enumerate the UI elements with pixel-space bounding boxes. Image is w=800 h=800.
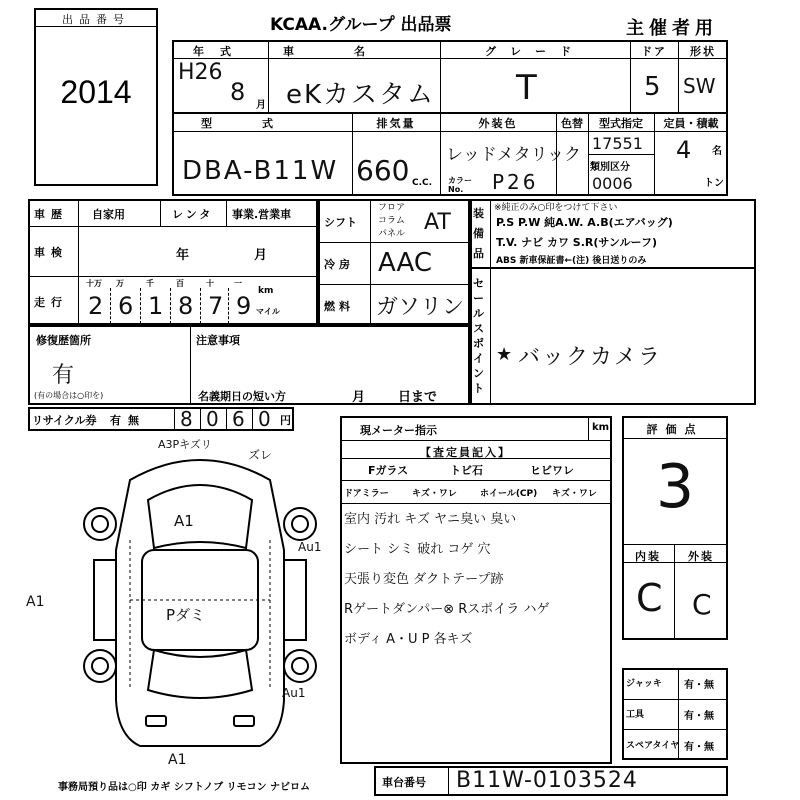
equipment-note: ※純正のみ○印をつけて下さい: [494, 203, 618, 213]
check-chip: トビ石: [450, 464, 483, 477]
sales-point-star: ★: [496, 344, 513, 365]
ac-value: AAC: [378, 248, 432, 278]
month-value: 8: [230, 78, 246, 106]
mileage-digit-label: 百: [176, 279, 184, 288]
inspection-label: 車検: [34, 246, 68, 259]
recycle-option-no: 無: [128, 414, 139, 427]
diagram-mark-bottom: A1: [168, 752, 187, 768]
mileage-digit-label: 万: [116, 279, 124, 288]
sales-point-text: バックカメラ: [518, 345, 663, 370]
recycle-amount-digit: 6: [232, 407, 245, 431]
body-label: 形状: [690, 45, 716, 58]
expiry-month-unit: 月: [352, 390, 366, 405]
sales-point-label: セールスポイント: [473, 277, 484, 395]
check-wheel: ホイール(CP): [480, 489, 538, 499]
diagram-mark-right-lower: Au1: [282, 686, 306, 700]
check-fglass: Fガラス: [368, 464, 409, 477]
keys-note: 事務局預り品は○印 カギ シフトノブ リモコン ナビロム: [58, 782, 311, 793]
shift-floor: フロア: [378, 203, 406, 213]
model-value: DBA-B11W: [182, 156, 339, 186]
mileage-digit: 7: [208, 292, 224, 320]
recycle-amount-digit: 8: [180, 407, 193, 431]
mileage-digit: 2: [88, 292, 104, 320]
category-label: 類別区分: [590, 162, 630, 173]
grade-value: T: [516, 68, 537, 108]
mileage-digit: 1: [148, 292, 164, 320]
month-unit: 月: [256, 100, 266, 111]
check-wheel-damage: キズ・ワレ: [552, 489, 597, 499]
mileage-unit-mile: マイル: [256, 307, 280, 316]
diagram-mark-interior: Pダミ: [166, 606, 206, 624]
meter-unit: km: [592, 422, 610, 433]
score-value: 3: [656, 452, 695, 522]
mileage-digit-label: 千: [146, 279, 154, 288]
mileage-label: 走行: [34, 296, 68, 309]
color-code-label: カラーNo.: [448, 176, 472, 194]
exterior-value: C: [692, 588, 712, 621]
capacity-value: 4: [676, 136, 692, 164]
diagram-mark-top: A3Pキズリ: [158, 438, 212, 451]
load-unit: トン: [704, 178, 724, 189]
cc-unit: C.C.: [412, 178, 433, 188]
chassis-label: 車台番号: [382, 776, 426, 789]
accessory-options: 有・無: [684, 742, 714, 753]
short-expiry-label: 名義期日の短い方: [198, 390, 286, 403]
mileage-digit: 8: [178, 292, 194, 320]
repair-label: 修復歴箇所: [36, 334, 91, 347]
ac-label: 冷房: [324, 258, 354, 271]
check-mirror: ドアミラー: [344, 489, 389, 499]
color-label: 外装色: [478, 117, 518, 130]
doors-label: ドア: [641, 45, 667, 58]
recycle-yen: 円: [280, 414, 291, 427]
type-designation-value: 17551: [592, 134, 643, 153]
accessory-label: 工具: [626, 710, 645, 720]
interior-label: 内装: [635, 550, 661, 563]
mileage-digit: 9: [236, 292, 252, 320]
color-change-label: 色替: [561, 117, 583, 130]
repair-value: 有: [52, 363, 75, 388]
shift-panel: パネル: [378, 229, 406, 239]
mileage-digit-label: 一: [234, 279, 242, 288]
diagram-mark-top-right: ズレ: [248, 448, 273, 462]
cc-value: 660: [356, 154, 410, 187]
category-value: 0006: [592, 174, 633, 193]
lot-label: 出品番号: [62, 13, 130, 26]
equipment-row-3: ABS 新車保証書←(注) 後日送りのみ: [496, 256, 647, 266]
history-option-private: 自家用: [92, 208, 125, 221]
equipment-row-1: P.S P.W 純A.W. A.B(エアバッグ): [496, 216, 673, 229]
sheet-title: KCAA.グループ 出品票: [270, 15, 452, 35]
score-label: 評価点: [646, 423, 704, 436]
history-label: 車歴: [34, 208, 68, 221]
history-option-rental: レンタ: [172, 208, 214, 221]
capacity-unit: 名: [712, 146, 722, 157]
name-label: 車名: [283, 45, 425, 58]
organizer-label: 主催者用: [626, 18, 718, 39]
shift-column: コラム: [378, 216, 405, 226]
equipment-label: 装備品: [473, 207, 484, 260]
shift-value: AT: [424, 210, 451, 235]
body-value: SW: [683, 74, 716, 98]
grade-label: グレード: [485, 45, 585, 58]
mileage-digit: 6: [118, 292, 134, 320]
fuel-label: 燃料: [324, 300, 354, 313]
car-diagram: [70, 440, 330, 760]
accessory-label: スペアタイヤ: [626, 741, 680, 751]
shift-label: シフト: [324, 216, 357, 229]
chassis-number: B11W-0103524: [456, 768, 638, 793]
exterior-label: 外装: [688, 550, 714, 563]
recycle-amount-digit: 0: [206, 407, 219, 431]
diagram-mark-roof: A1: [174, 512, 194, 530]
model-label: 型式: [201, 117, 323, 130]
history-option-business: 事業.営業車: [232, 208, 292, 221]
fuel-value: ガソリン: [376, 295, 465, 320]
expiry-day-unit: 日まで: [398, 390, 438, 405]
inspector-note-4: Rゲートダンパー⊗ Rスポイラ ハゲ: [344, 602, 550, 617]
year-label: 年式: [193, 45, 247, 58]
inspector-note-2: シート シミ 破れ コゲ 穴: [344, 542, 491, 557]
color-value: レッドメタリック: [446, 145, 581, 165]
recycle-label: リサイクル券: [32, 414, 97, 427]
inspection-month-unit: 月: [254, 248, 268, 263]
recycle-amount-digit: 0: [258, 407, 271, 431]
mileage-unit-km: km: [258, 286, 274, 296]
notes-label: 注意事項: [196, 334, 240, 347]
meter-label: 現メーター指示: [360, 424, 437, 437]
sales-point-box: [470, 267, 756, 405]
diagram-mark-right: Au1: [298, 540, 322, 554]
accessory-label: ジャッキ: [626, 679, 662, 689]
interior-value: C: [636, 576, 663, 620]
inspector-note-3: 天張り変色 ダクトテープ跡: [344, 572, 504, 587]
mileage-digit-label: 十: [206, 279, 214, 288]
type-designation-label: 型式指定: [599, 117, 643, 130]
inspector-section-label: 【査定員記入】: [420, 446, 511, 459]
lot-number: 2014: [60, 74, 132, 110]
cc-label: 排気量: [376, 117, 416, 130]
diagram-mark-left: A1: [26, 594, 45, 610]
check-mirror-damage: キズ・ワレ: [412, 489, 457, 499]
capacity-label: 定員・積載: [663, 117, 719, 130]
doors-value: 5: [644, 72, 661, 102]
year-value: H26: [178, 60, 223, 85]
inspector-note-1: 室内 汚れ キズ ヤニ臭い 臭い: [344, 512, 517, 527]
check-crack: ヒビワレ: [530, 464, 574, 477]
inspector-note-5: ボディ A・U P 各キズ: [344, 632, 473, 647]
repair-note: (有の場合は○印を): [34, 391, 104, 400]
inspection-year-unit: 年: [176, 248, 190, 263]
accessory-options: 有・無: [684, 680, 714, 691]
mileage-digit-label: 十万: [86, 279, 102, 288]
recycle-option-yes: 有: [110, 414, 121, 427]
equipment-row-2: T.V. ナビ カワ S.R(サンルーフ): [496, 236, 658, 249]
accessory-options: 有・無: [684, 711, 714, 722]
car-name: eKカスタム: [286, 80, 436, 110]
color-code-value: P26: [492, 170, 539, 194]
